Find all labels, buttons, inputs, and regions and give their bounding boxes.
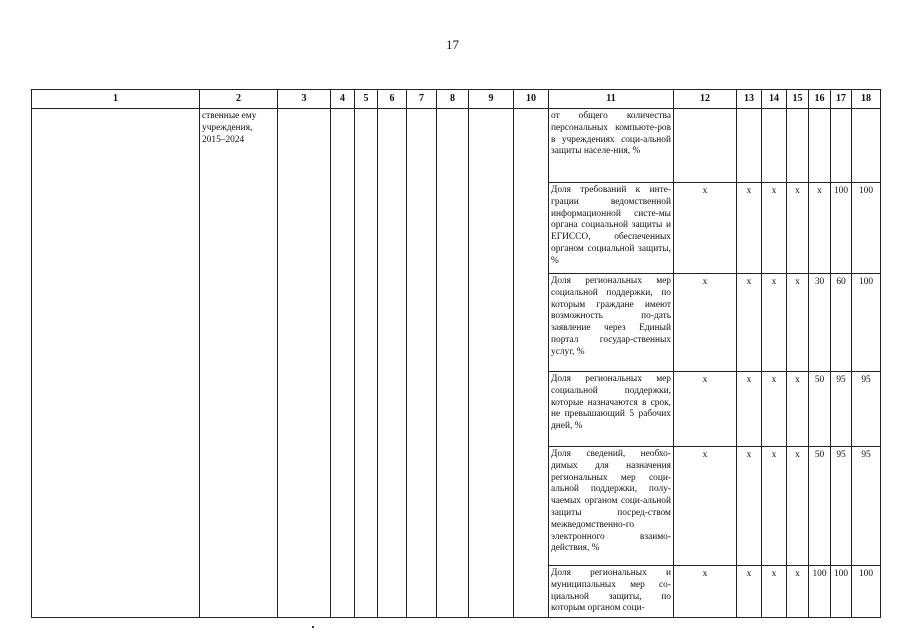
value-cell: 100 (831, 566, 852, 618)
column-header: 11 (549, 90, 674, 109)
value-cell (831, 109, 852, 183)
column-header: 12 (674, 90, 737, 109)
value-cell: x (762, 183, 787, 274)
value-cell (852, 109, 881, 183)
value-cell: 100 (809, 566, 831, 618)
value-cell: x (787, 372, 809, 447)
column-header: 14 (762, 90, 787, 109)
value-cell: x (674, 566, 737, 618)
column-header: 9 (469, 90, 514, 109)
column-header: 1 (32, 90, 200, 109)
column-header: 4 (331, 90, 355, 109)
value-cell: 50 (809, 447, 831, 566)
value-cell: x (737, 566, 762, 618)
value-cell (809, 109, 831, 183)
value-cell: x (787, 183, 809, 274)
value-cell: x (787, 447, 809, 566)
column-header: 18 (852, 90, 881, 109)
value-cell: x (762, 447, 787, 566)
program-indicators-table (31, 89, 881, 618)
value-cell: x (787, 566, 809, 618)
empty-cell (331, 109, 355, 618)
indicator-cell: от общего количества персональных компьюте-ров в учреждениях соци-альной защиты населе-ния, % (549, 109, 674, 183)
value-cell: 100 (852, 274, 881, 372)
responsible-executor-cell: ственные ему учреждения, 2015–2024 (200, 109, 278, 618)
value-cell: x (674, 274, 737, 372)
column-header: 5 (355, 90, 378, 109)
indicator-cell: Доля региональных мер социальной поддержки, которые назначаются в срок, не превышающий 5 рабочих дней, % (549, 372, 674, 447)
empty-cell (407, 109, 437, 618)
value-cell: x (737, 447, 762, 566)
column-header: 8 (437, 90, 469, 109)
empty-cell (378, 109, 407, 618)
empty-cell (437, 109, 469, 618)
column-header: 17 (831, 90, 852, 109)
column-header: 16 (809, 90, 831, 109)
column-header: 10 (514, 90, 549, 109)
value-cell: x (737, 372, 762, 447)
column-header: 15 (787, 90, 809, 109)
scan-speck (312, 626, 314, 628)
value-cell (737, 109, 762, 183)
column-header: 7 (407, 90, 437, 109)
value-cell: x (674, 183, 737, 274)
empty-cell (469, 109, 514, 618)
value-cell: x (762, 566, 787, 618)
col1-cell (32, 109, 200, 618)
value-cell: 30 (809, 274, 831, 372)
value-cell: x (762, 372, 787, 447)
indicator-cell: Доля требований к инте-грации ведомственной информационной систе-мы органа социальной защиты и ЕГИССО, обеспеченных органом социальной защиты, % (549, 183, 674, 274)
value-cell: x (674, 372, 737, 447)
value-cell: x (762, 274, 787, 372)
empty-cell (514, 109, 549, 618)
value-cell: x (674, 447, 737, 566)
value-cell: x (787, 274, 809, 372)
value-cell (674, 109, 737, 183)
value-cell: 100 (852, 566, 881, 618)
column-header: 6 (378, 90, 407, 109)
column-header: 2 (200, 90, 278, 109)
value-cell (787, 109, 809, 183)
empty-cell (278, 109, 331, 618)
value-cell: 100 (852, 183, 881, 274)
empty-cell (355, 109, 378, 618)
column-number-row (32, 90, 881, 109)
value-cell: 95 (831, 447, 852, 566)
indicator-cell: Доля региональных мер социальной поддержки, по которым граждане имеют возможность по-дать заявление через Единый портал государ-ственных услуг, % (549, 274, 674, 372)
value-cell: 100 (831, 183, 852, 274)
value-cell: 95 (831, 372, 852, 447)
column-header: 3 (278, 90, 331, 109)
value-cell: 95 (852, 372, 881, 447)
value-cell: 95 (852, 447, 881, 566)
value-cell: 60 (831, 274, 852, 372)
column-header: 13 (737, 90, 762, 109)
value-cell: x (737, 183, 762, 274)
value-cell: 50 (809, 372, 831, 447)
value-cell: x (737, 274, 762, 372)
indicator-cell: Доля сведений, необхо-димых для назначения региональных мер соци-альной поддержки, полу-чаемых органом соци-альной защиты посред-ством межведомственно-го электронного взаимо-действия, % (549, 447, 674, 566)
value-cell: x (809, 183, 831, 274)
indicator-cell: Доля региональных и муниципальных мер со-циальной защиты, по которым органом соци- (549, 566, 674, 618)
page-number: 17 (446, 37, 459, 52)
value-cell (762, 109, 787, 183)
table-row (32, 109, 881, 183)
